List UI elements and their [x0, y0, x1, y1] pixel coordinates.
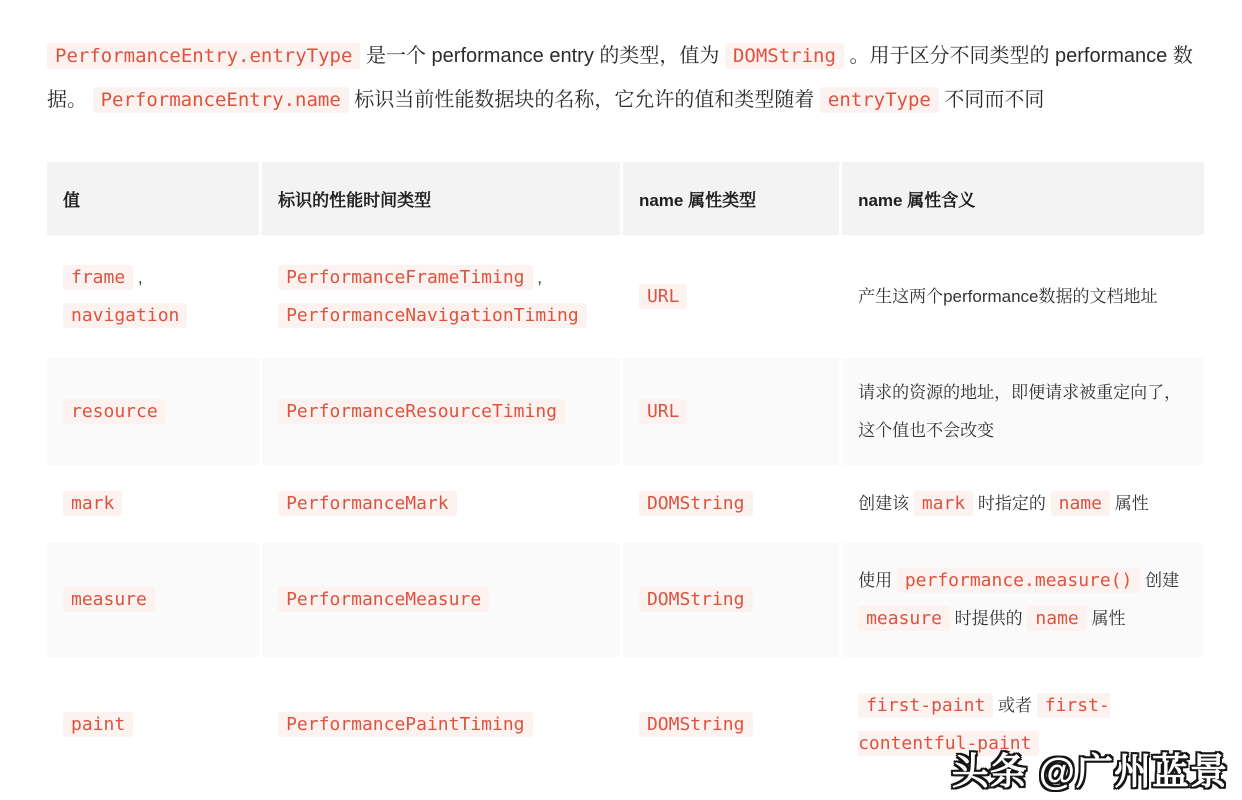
table-cell	[623, 543, 839, 657]
table-cell	[47, 468, 259, 540]
code-chip: mark	[914, 491, 973, 516]
table-cell: 产生这两个performance数据的文档地址	[842, 238, 1204, 355]
table-cell	[262, 468, 620, 540]
code-chip: entryType	[820, 87, 939, 113]
code-chip: performance.measure()	[897, 568, 1141, 593]
watermark: 头条 @广州蓝景	[951, 751, 1228, 792]
table-cell: first-paint 或者 first-contentful-paint	[842, 660, 1204, 790]
code-chip: frame	[63, 265, 133, 290]
table-header-cell: name 属性含义	[842, 162, 1204, 235]
table-header-row	[47, 162, 1204, 235]
table-cell: 创建该 mark 时指定的 name 属性	[842, 468, 1204, 540]
code-chip: URL	[639, 284, 688, 309]
code-chip: DOMString	[639, 587, 753, 612]
code-chip: URL	[639, 399, 688, 424]
code-chip: measure	[858, 606, 950, 631]
table-cell	[47, 660, 259, 790]
performance-entry-table	[44, 159, 1207, 793]
code-chip: PerformanceNavigationTiming	[278, 303, 587, 328]
table-header-cell: 标识的性能时间类型	[262, 162, 620, 235]
code-chip: name	[1051, 491, 1110, 516]
code-chip: DOMString	[725, 43, 844, 69]
table-row	[47, 543, 1204, 657]
code-chip: measure	[63, 587, 155, 612]
code-chip: paint	[63, 712, 133, 737]
code-chip: PerformancePaintTiming	[278, 712, 532, 737]
table-cell: PerformanceFrameTiming , PerformanceNavigationTiming	[262, 238, 620, 355]
intro-paragraph: PerformanceEntry.entryType 是一个 performance entry 的类型，值为 DOMString 。用于区分不同类型的 performance 数据。 PerformanceEntry.name 标识当前性能数据块的名称，它允许的值和类型随着 entryType 不同而不同	[47, 45, 1193, 111]
table-cell	[47, 543, 259, 657]
code-chip: PerformanceEntry.entryType	[47, 43, 360, 69]
table-row	[47, 468, 1204, 540]
table-row	[47, 238, 1204, 355]
code-chip: first-paint	[858, 693, 993, 718]
table-cell	[47, 358, 259, 465]
code-chip: resource	[63, 399, 166, 424]
table-cell: frame , navigation	[47, 238, 259, 355]
code-chip: navigation	[63, 303, 187, 328]
table-cell	[262, 543, 620, 657]
table-header-cell: name 属性类型	[623, 162, 839, 235]
code-chip: DOMString	[639, 712, 753, 737]
code-chip: name	[1027, 606, 1086, 631]
table-head	[47, 162, 1204, 235]
table-cell	[623, 358, 839, 465]
table-body	[47, 238, 1204, 790]
code-chip: DOMString	[639, 491, 753, 516]
table-row	[47, 358, 1204, 465]
table-cell	[623, 238, 839, 355]
table-cell	[262, 358, 620, 465]
code-chip: PerformanceFrameTiming	[278, 265, 532, 290]
table-cell: 使用 performance.measure() 创建 measure 时提供的 name 属性	[842, 543, 1204, 657]
code-chip: PerformanceMark	[278, 491, 457, 516]
code-chip: mark	[63, 491, 122, 516]
code-chip: PerformanceResourceTiming	[278, 399, 565, 424]
code-chip: PerformanceMeasure	[278, 587, 489, 612]
code-chip: first-contentful-paint	[858, 695, 1110, 754]
table-cell: 请求的资源的地址，即便请求被重定向了，这个值也不会改变	[842, 358, 1204, 465]
table-cell	[623, 468, 839, 540]
table-header-cell: 值	[47, 162, 259, 235]
table-cell	[262, 660, 620, 790]
table-cell	[623, 660, 839, 790]
code-chip: PerformanceEntry.name	[93, 87, 349, 113]
